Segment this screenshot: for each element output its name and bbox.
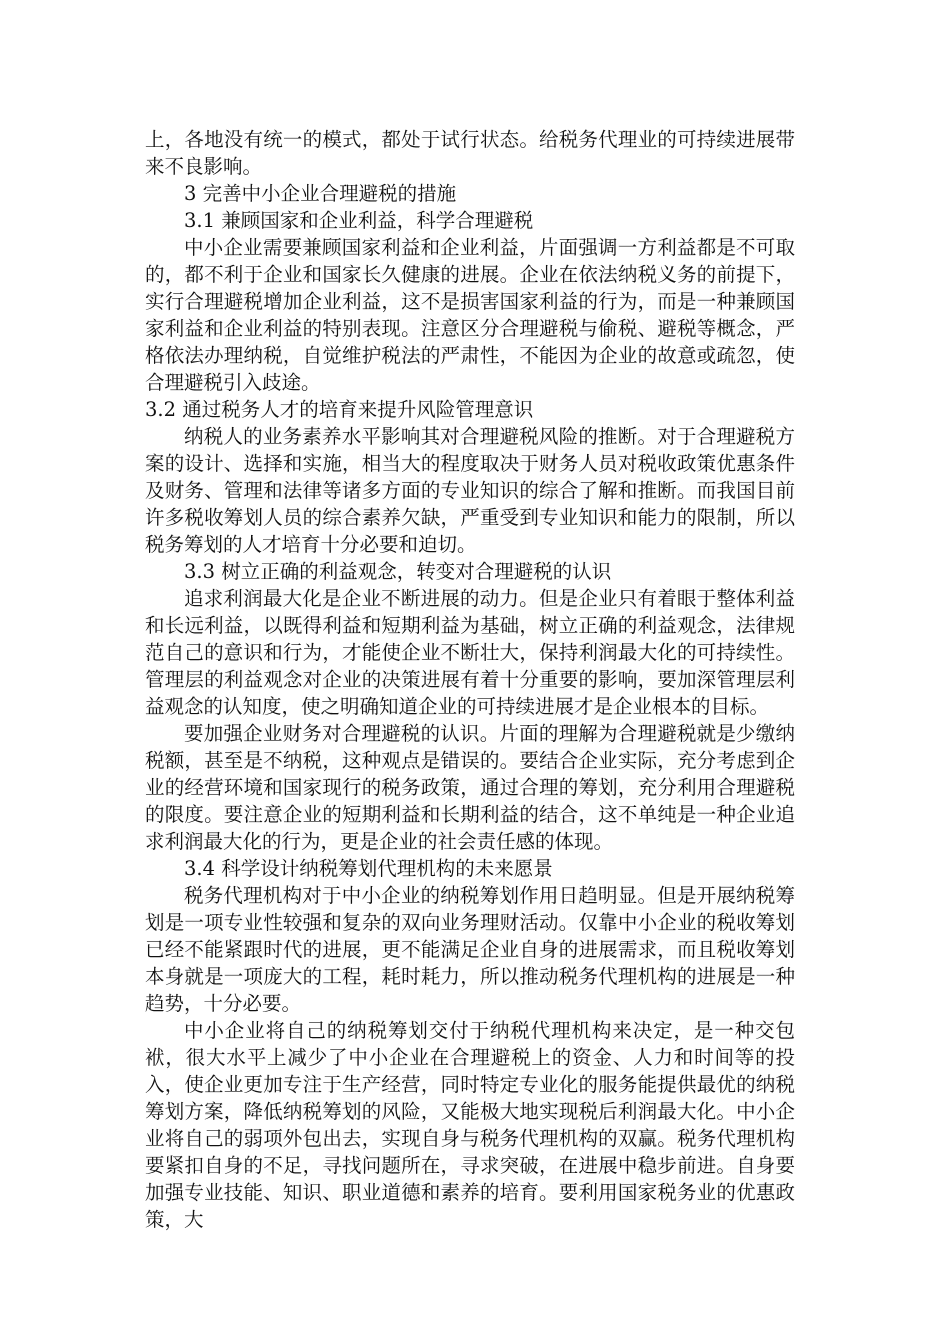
- paragraph-3-4-a: 税务代理机构对于中小企业的纳税筹划作用日趋明显。但是开展纳税筹划是一项专业性较强和复杂的双向业务理财活动。仅靠中小企业的税收筹划已经不能紧跟时代的进展，更不能满足企业自身的进展需求，而且税收筹划本身就是一项庞大的工程，耗时耗力，所以推动税务代理机构的进展是一种趋势，十分必要。: [145, 884, 795, 1015]
- section-heading-3: 3 完善中小企业合理避税的措施: [184, 182, 457, 205]
- paragraph-3-4-b: 中小企业将自己的纳税筹划交付于纳税代理机构来决定，是一种交包袱，很大水平上减少了中小企业在合理避税上的资金、人力和时间等的投入，使企业更加专注于生产经营，同时特定专业化的服务能提供最优的纳税筹划方案，降低纳税筹划的风险，又能极大地实现税后利润最大化。中小企业将自己的弱项外包出去，实现自身与税务代理机构的双赢。税务代理机构要紧扣自身的不足，寻找问题所在，寻求突破，在进展中稳步前进。自身要加强专业技能、知识、职业道德和素养的培育。要利用国家税务业的优惠政策，大: [145, 1019, 795, 1231]
- document-page: [145, 126, 795, 1233]
- paragraph-3-2: 纳税人的业务素养水平影响其对合理避税风险的推断。对于合理避税方案的设计、选择和实施，相当大的程度取决于财务人员对税收政策优惠条件及财务、管理和法律等诸多方面的专业知识的综合了解和推断。而我国目前许多税收筹划人员的综合素养欠缺，严重受到专业知识和能力的限制，所以税务筹划的人才培育十分必要和迫切。: [145, 425, 795, 556]
- subsection-heading-3-3: 3.3 树立正确的利益观念，转变对合理避税的认识: [184, 560, 612, 583]
- paragraph-3-1: 中小企业需要兼顾国家利益和企业利益，片面强调一方利益都是不可取的，都不利于企业和国家长久健康的进展。企业在依法纳税义务的前提下，实行合理避税增加企业利益，这不是损害国家利益的行为，而是一种兼顾国家利益和企业利益的特别表现。注意区分合理避税与偷税、避税等概念，严格依法办理纳税，自觉维护税法的严肃性，不能因为企业的故意或疏忽，使合理避税引入歧途。: [145, 236, 795, 394]
- subsection-heading-3-1: 3.1 兼顾国家和企业利益，科学合理避税: [184, 209, 534, 232]
- subsection-heading-3-4: 3.4 科学设计纳税筹划代理机构的未来愿景: [184, 857, 553, 880]
- paragraph-continuation: 上，各地没有统一的模式，都处于试行状态。给税务代理业的可持续进展带来不良影响。: [145, 128, 795, 178]
- paragraph-3-3-a: 追求利润最大化是企业不断进展的动力。但是企业只有着眼于整体利益和长远利益，以既得利益和短期利益为基础，树立正确的利益观念，法律规范自己的意识和行为，才能使企业不断壮大，保持利润最大化的可持续性。管理层的利益观念对企业的决策进展有着十分重要的影响，要加深管理层利益观念的认知度，使之明确知道企业的可持续进展才是企业根本的目标。: [145, 587, 795, 718]
- paragraph-3-3-b: 要加强企业财务对合理避税的认识。片面的理解为合理避税就是少缴纳税额，甚至是不纳税，这种观点是错误的。要结合企业实际，充分考虑到企业的经营环境和国家现行的税务政策，通过合理的筹划，充分利用合理避税的限度。要注意企业的短期利益和长期利益的结合，这不单纯是一种企业追求利润最大化的行为，更是企业的社会责任感的体现。: [145, 722, 795, 853]
- subsection-heading-3-2: 3.2 通过税务人才的培育来提升风险管理意识: [145, 398, 534, 421]
